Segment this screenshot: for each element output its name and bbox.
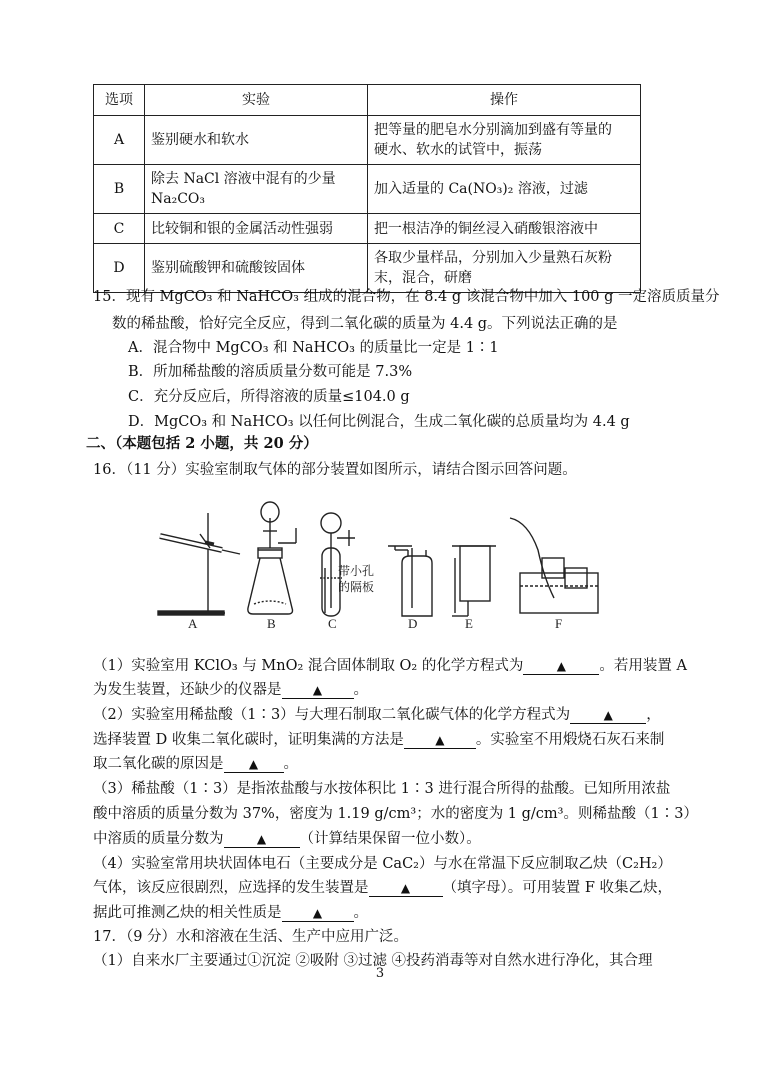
apparatus-a	[158, 513, 240, 615]
table-cell: 鉴别硫酸钾和硫酸铵固体	[145, 244, 368, 293]
answer-blank[interactable]: ▲	[404, 732, 476, 749]
table-cell: B	[94, 165, 145, 214]
apparatus-d	[388, 546, 432, 616]
answer-blank[interactable]: ▲	[523, 658, 599, 675]
table-row	[94, 116, 641, 165]
figure-label-c: C	[328, 616, 337, 631]
apparatus-e	[452, 546, 496, 616]
answer-blank[interactable]: ▲	[224, 831, 300, 848]
q15-option-c: C．充分反应后，所得溶液的质量≤104.0 g	[128, 389, 410, 405]
answer-blank[interactable]: ▲	[369, 880, 443, 897]
q16-part2: 选择装置 D 收集二氧化碳时，证明集满的方法是 ▲ 。实验室不用煅烧石灰石来制	[93, 732, 665, 748]
apparatus-b	[248, 502, 296, 614]
q16-part3: （3）稀盐酸（1∶3）是指浓盐酸与水按体积比 1∶3 进行混合所得的盐酸。已知所用浓盐	[93, 781, 671, 797]
answer-blank[interactable]: ▲	[224, 756, 284, 773]
table-cell: 加入适量的 Ca(NO₃)₂ 溶液，过滤	[368, 165, 641, 214]
q16-part4: 据此可推测乙炔的相关性质是 ▲ 。	[93, 905, 368, 921]
q15-option-d: D．MgCO₃ 和 NaHCO₃ 以任何比例混合，生成二氧化碳的总质量均为 4.4 g	[128, 414, 630, 430]
q16-part2: 取二氧化碳的原因是 ▲ 。	[93, 756, 298, 772]
table-cell: 鉴别硬水和软水	[145, 116, 368, 165]
table-cell: D	[94, 244, 145, 293]
table-row	[94, 165, 641, 214]
table-cell: 把等量的肥皂水分别滴加到盛有等量的 硬水、软水的试管中，振荡	[368, 116, 641, 165]
q16-part2: （2）实验室用稀盐酸（1∶3）与大理石制取二氧化碳气体的化学方程式为 ▲ ，	[93, 707, 661, 723]
table-header: 实验	[145, 85, 368, 116]
table-cell: 比较铜和银的金属活动性强弱	[145, 214, 368, 244]
plate-label: 的隔板	[338, 580, 375, 594]
plate-label: 带小孔	[338, 564, 375, 578]
page-number: 3	[375, 966, 385, 981]
q16-part4: 气体，该反应很剧烈，应选择的发生装置是 ▲ （填字母）。可用装置 F 收集乙炔，	[93, 880, 673, 896]
table-row	[94, 214, 641, 244]
answer-blank[interactable]: ▲	[282, 905, 354, 922]
q16-part1: 为发生装置，还缺少的仪器是 ▲ 。	[93, 682, 368, 698]
table-header: 选项	[94, 85, 145, 116]
section-heading: 二、（本题包括 2 小题，共 20 分）	[86, 435, 318, 452]
q15-stem: 数的稀盐酸，恰好完全反应，得到二氧化碳的质量为 4.4 g。下列说法正确的是	[112, 316, 618, 332]
q15-option-a: A．混合物中 MgCO₃ 和 NaHCO₃ 的质量比一定是 1∶1	[128, 340, 499, 356]
q16-part3: 酸中溶质的质量分数为 37%，密度为 1.19 g/cm³；水的密度为 1 g/cm³。则稀盐酸（1∶3）	[93, 806, 698, 822]
figure-label-e: E	[465, 616, 473, 631]
table-cell: 各取少量样品，分别加入少量熟石灰粉 末，混合，研磨	[368, 244, 641, 293]
q16-part4: （4）实验室常用块状固体电石（主要成分是 CaC₂）与水在常温下反应制取乙炔（C₂H₂）	[93, 856, 672, 872]
answer-blank[interactable]: ▲	[282, 682, 354, 699]
q15-stem: 15．现有 MgCO₃ 和 NaHCO₃ 组成的混合物，在 8.4 g 该混合物中加入 100 g 一定溶质质量分	[93, 289, 720, 305]
q16-stem: 16．（11 分）实验室制取气体的部分装置如图所示，请结合图示回答问题。	[93, 462, 577, 478]
table-cell: 除去 NaCl 溶液中混有的少量 Na₂CO₃	[145, 165, 368, 214]
figure-label-f: F	[555, 616, 563, 631]
table-cell: A	[94, 116, 145, 165]
q17-part1: （1）自来水厂主要通过①沉淀 ②吸附 ③过滤 ④投药消毒等对自然水进行净化，其合理	[93, 953, 653, 969]
q15-option-b: B．所加稀盐酸的溶质质量分数可能是 7.3%	[128, 364, 413, 380]
figure-label-b: B	[267, 616, 276, 631]
q16-part3: 中溶质的质量分数为 ▲ （计算结果保留一位小数）。	[93, 831, 481, 847]
q16-part1: （1）实验室用 KClO₃ 与 MnO₂ 混合固体制取 O₂ 的化学方程式为 ▲ 。若用装置 A	[93, 658, 687, 674]
table-header: 操作	[368, 85, 641, 116]
apparatus-f	[510, 518, 598, 613]
answer-blank[interactable]: ▲	[570, 707, 646, 724]
table-header-row	[94, 85, 641, 116]
table-cell: 把一根洁净的铜丝浸入硝酸银溶液中	[368, 214, 641, 244]
q17-stem: 17．（9 分）水和溶液在生活、生产中应用广泛。	[93, 929, 409, 945]
figure-label-d: D	[408, 616, 418, 631]
options-table	[93, 84, 641, 293]
apparatus-figure	[150, 498, 610, 633]
table-cell: C	[94, 214, 145, 244]
figure-label-a: A	[188, 616, 198, 631]
